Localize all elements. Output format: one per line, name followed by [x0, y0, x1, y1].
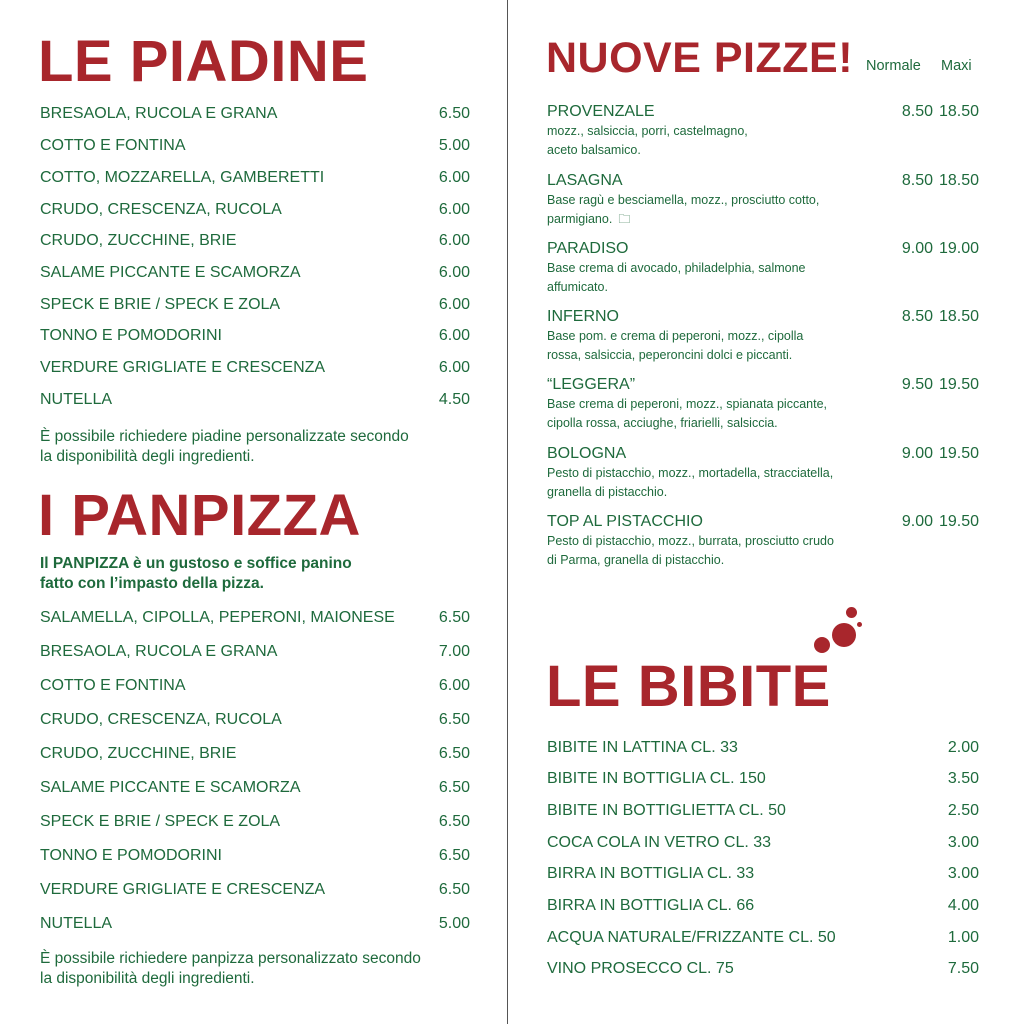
item-price: 3.00: [947, 865, 979, 882]
item-name: TONNO E POMODORINI: [40, 847, 222, 864]
item-price: 4.50: [438, 391, 470, 408]
item-name: SALAME PICCANTE E SCAMORZA: [40, 779, 301, 796]
column-divider: [507, 0, 508, 1024]
pizza-desc: [547, 122, 877, 160]
item-price: 6.00: [438, 232, 470, 249]
col-header-maxi: Maxi: [941, 58, 972, 74]
desc-line: Base pom. e crema di peperoni, mozz., cipolla: [547, 329, 804, 343]
item-price: 6.00: [438, 201, 470, 218]
price-normale: 9.00: [901, 240, 933, 257]
item-name: TONNO E POMODORINI: [40, 327, 222, 344]
menu-item: [40, 710, 470, 730]
price-normale: 9.00: [901, 513, 933, 530]
pizza-desc: [547, 532, 877, 570]
menu-item: [40, 642, 470, 662]
note-line: la disponibilità degli ingredienti.: [40, 970, 255, 987]
desc-line: affumicato.: [547, 280, 608, 294]
pizza-item: [547, 239, 979, 297]
item-name: BIBITE IN LATTINA CL. 33: [547, 739, 738, 756]
pizza-item: [547, 512, 979, 570]
item-name: SPECK E BRIE / SPECK E ZOLA: [40, 296, 281, 313]
piadine-note: [40, 427, 470, 467]
price-normale: 8.50: [901, 308, 933, 325]
item-price: 4.00: [947, 897, 979, 914]
dot-shape: [846, 607, 857, 618]
item-name: NUTELLA: [40, 391, 113, 408]
pizza-name: LASAGNA: [547, 172, 623, 189]
item-price: 6.00: [438, 264, 470, 281]
pizza-item: [547, 375, 979, 433]
menu-item: [40, 608, 470, 628]
col-header-normale: Normale: [866, 58, 921, 74]
item-price: 5.00: [438, 915, 470, 932]
menu-item: [40, 880, 470, 900]
price-maxi: 18.50: [938, 308, 979, 325]
menu-item: [40, 846, 470, 866]
item-price: 6.50: [438, 847, 470, 864]
menu-item: [40, 104, 470, 124]
menu-item: [547, 959, 979, 979]
item-name: ACQUA NATURALE/FRIZZANTE CL. 50: [547, 929, 836, 946]
item-name: BIRRA IN BOTTIGLIA CL. 33: [547, 865, 755, 882]
pizza-item: [547, 102, 979, 160]
menu-item: [547, 864, 979, 884]
item-price: 6.50: [438, 745, 470, 762]
note-line: la disponibilità degli ingredienti.: [40, 448, 255, 465]
menu-item: [40, 812, 470, 832]
item-name: BIRRA IN BOTTIGLIA CL. 66: [547, 897, 755, 914]
price-maxi: 19.50: [938, 445, 979, 462]
item-price: 6.50: [438, 813, 470, 830]
menu-item: [547, 928, 979, 948]
menu-item: [547, 896, 979, 916]
menu-item: [547, 738, 979, 758]
desc-line: Pesto di pistacchio, mozz., mortadella, stracciatella,: [547, 466, 834, 480]
item-price: 7.50: [947, 960, 979, 977]
menu-item: [40, 676, 470, 696]
pizza-item: [547, 171, 979, 229]
panpizza-title: I PANPIZZA: [38, 483, 361, 548]
pizza-desc: [547, 191, 877, 229]
menu-item: [40, 200, 470, 220]
item-price: 6.00: [438, 296, 470, 313]
menu-item: [40, 136, 470, 156]
menu-item: [40, 390, 470, 410]
pizza-name: PARADISO: [547, 240, 629, 257]
desc-line: Base crema di peperoni, mozz., spianata piccante,: [547, 397, 828, 411]
pizza-desc: [547, 395, 877, 433]
pizza-desc: [547, 327, 877, 365]
price-normale: 8.50: [901, 172, 933, 189]
item-name: COCA COLA IN VETRO CL. 33: [547, 834, 772, 851]
item-price: 6.00: [438, 327, 470, 344]
desc-line: aceto balsamico.: [547, 143, 641, 157]
menu-item: [547, 769, 979, 789]
note-line: È possibile richiedere piadine personalizzate secondo: [40, 428, 409, 445]
pizza-item: [547, 444, 979, 502]
desc-line: cipolla rossa, acciughe, friarielli, salsiccia.: [547, 416, 778, 430]
item-name: BIBITE IN BOTTIGLIA CL. 150: [547, 770, 766, 787]
folder-icon: 🗀: [618, 212, 631, 226]
menu-item: [547, 833, 979, 853]
pizze-title: NUOVE PIZZE!: [546, 34, 854, 82]
price-maxi: 18.50: [938, 103, 979, 120]
desc-text: parmigiano.: [547, 212, 613, 226]
menu-item: [40, 326, 470, 346]
pizza-desc: [547, 464, 877, 502]
menu-item: [40, 295, 470, 315]
panpizza-intro: [40, 554, 470, 594]
pizza-desc: [547, 259, 877, 297]
item-price: 2.50: [947, 802, 979, 819]
item-name: CRUDO, CRESCENZA, RUCOLA: [40, 711, 282, 728]
item-name: SALAMELLA, CIPOLLA, PEPERONI, MAIONESE: [40, 609, 395, 626]
price-maxi: 18.50: [938, 172, 979, 189]
item-name: BIBITE IN BOTTIGLIETTA CL. 50: [547, 802, 786, 819]
item-name: VERDURE GRIGLIATE E CRESCENZA: [40, 359, 326, 376]
pizza-name: BOLOGNA: [547, 445, 627, 462]
menu-item: [40, 358, 470, 378]
pizza-prices: [885, 512, 979, 532]
item-price: 3.50: [947, 770, 979, 787]
intro-line: fatto con l’impasto della pizza.: [40, 575, 264, 592]
price-normale: 9.00: [901, 445, 933, 462]
menu-item: [40, 168, 470, 188]
item-name: SALAME PICCANTE E SCAMORZA: [40, 264, 301, 281]
price-normale: 8.50: [901, 103, 933, 120]
bibite-title: LE BIBITE: [546, 654, 831, 719]
pizza-item: [547, 307, 979, 365]
menu-item: [40, 744, 470, 764]
piadine-title: LE PIADINE: [38, 29, 369, 94]
price-maxi: 19.50: [938, 376, 979, 393]
menu-item: [40, 263, 470, 283]
item-name: COTTO E FONTINA: [40, 677, 186, 694]
desc-line: [547, 210, 877, 229]
desc-line: Base crema di avocado, philadelphia, salmone: [547, 261, 806, 275]
pizza-name: PROVENZALE: [547, 103, 655, 120]
price-maxi: 19.00: [938, 240, 979, 257]
desc-line: mozz., salsiccia, porri, castelmagno,: [547, 124, 748, 138]
pizza-prices: [885, 444, 979, 464]
item-name: COTTO, MOZZARELLA, GAMBERETTI: [40, 169, 325, 186]
pizza-name: TOP AL PISTACCHIO: [547, 513, 703, 530]
item-price: 6.00: [438, 359, 470, 376]
item-price: 6.50: [438, 711, 470, 728]
item-price: 1.00: [947, 929, 979, 946]
menu-item: [40, 231, 470, 251]
pizza-prices: [885, 239, 979, 259]
price-normale: 9.50: [901, 376, 933, 393]
dot-shape: [832, 623, 856, 647]
pizza-prices: [885, 307, 979, 327]
item-name: BRESAOLA, RUCOLA E GRANA: [40, 105, 278, 122]
item-price: 2.00: [947, 739, 979, 756]
note-line: È possibile richiedere panpizza personalizzato secondo: [40, 950, 421, 967]
item-name: SPECK E BRIE / SPECK E ZOLA: [40, 813, 281, 830]
pizza-name: INFERNO: [547, 308, 619, 325]
item-name: BRESAOLA, RUCOLA E GRANA: [40, 643, 278, 660]
item-price: 3.00: [947, 834, 979, 851]
item-name: VERDURE GRIGLIATE E CRESCENZA: [40, 881, 326, 898]
item-price: 6.50: [438, 881, 470, 898]
menu-item: [40, 778, 470, 798]
item-price: 6.50: [438, 105, 470, 122]
pizza-prices: [885, 375, 979, 395]
intro-line: Il PANPIZZA è un gustoso e soffice panino: [40, 555, 352, 572]
panpizza-note: [40, 949, 470, 989]
pizza-prices: [885, 102, 979, 122]
desc-line: Pesto di pistacchio, mozz., burrata, prosciutto crudo: [547, 534, 834, 548]
item-name: CRUDO, ZUCCHINE, BRIE: [40, 745, 237, 762]
item-name: NUTELLA: [40, 915, 113, 932]
item-price: 7.00: [438, 643, 470, 660]
desc-line: Base ragù e besciamella, mozz., prosciutto cotto,: [547, 193, 820, 207]
item-price: 6.00: [438, 677, 470, 694]
menu-item: [40, 914, 470, 934]
item-name: CRUDO, ZUCCHINE, BRIE: [40, 232, 237, 249]
item-price: 6.50: [438, 779, 470, 796]
item-name: COTTO E FONTINA: [40, 137, 186, 154]
item-price: 5.00: [438, 137, 470, 154]
menu-item: [547, 801, 979, 821]
dot-shape: [857, 622, 862, 627]
decorative-dots: [814, 605, 864, 655]
price-maxi: 19.50: [938, 513, 979, 530]
dot-shape: [814, 637, 830, 653]
item-name: VINO PROSECCO CL. 75: [547, 960, 734, 977]
pizza-name: “LEGGERA”: [547, 376, 636, 393]
pizza-prices: [885, 171, 979, 191]
item-price: 6.00: [438, 169, 470, 186]
item-name: CRUDO, CRESCENZA, RUCOLA: [40, 201, 282, 218]
desc-line: rossa, salsiccia, peperoncini dolci e piccanti.: [547, 348, 793, 362]
item-price: 6.50: [438, 609, 470, 626]
desc-line: di Parma, granella di pistacchio.: [547, 553, 725, 567]
desc-line: granella di pistacchio.: [547, 485, 668, 499]
